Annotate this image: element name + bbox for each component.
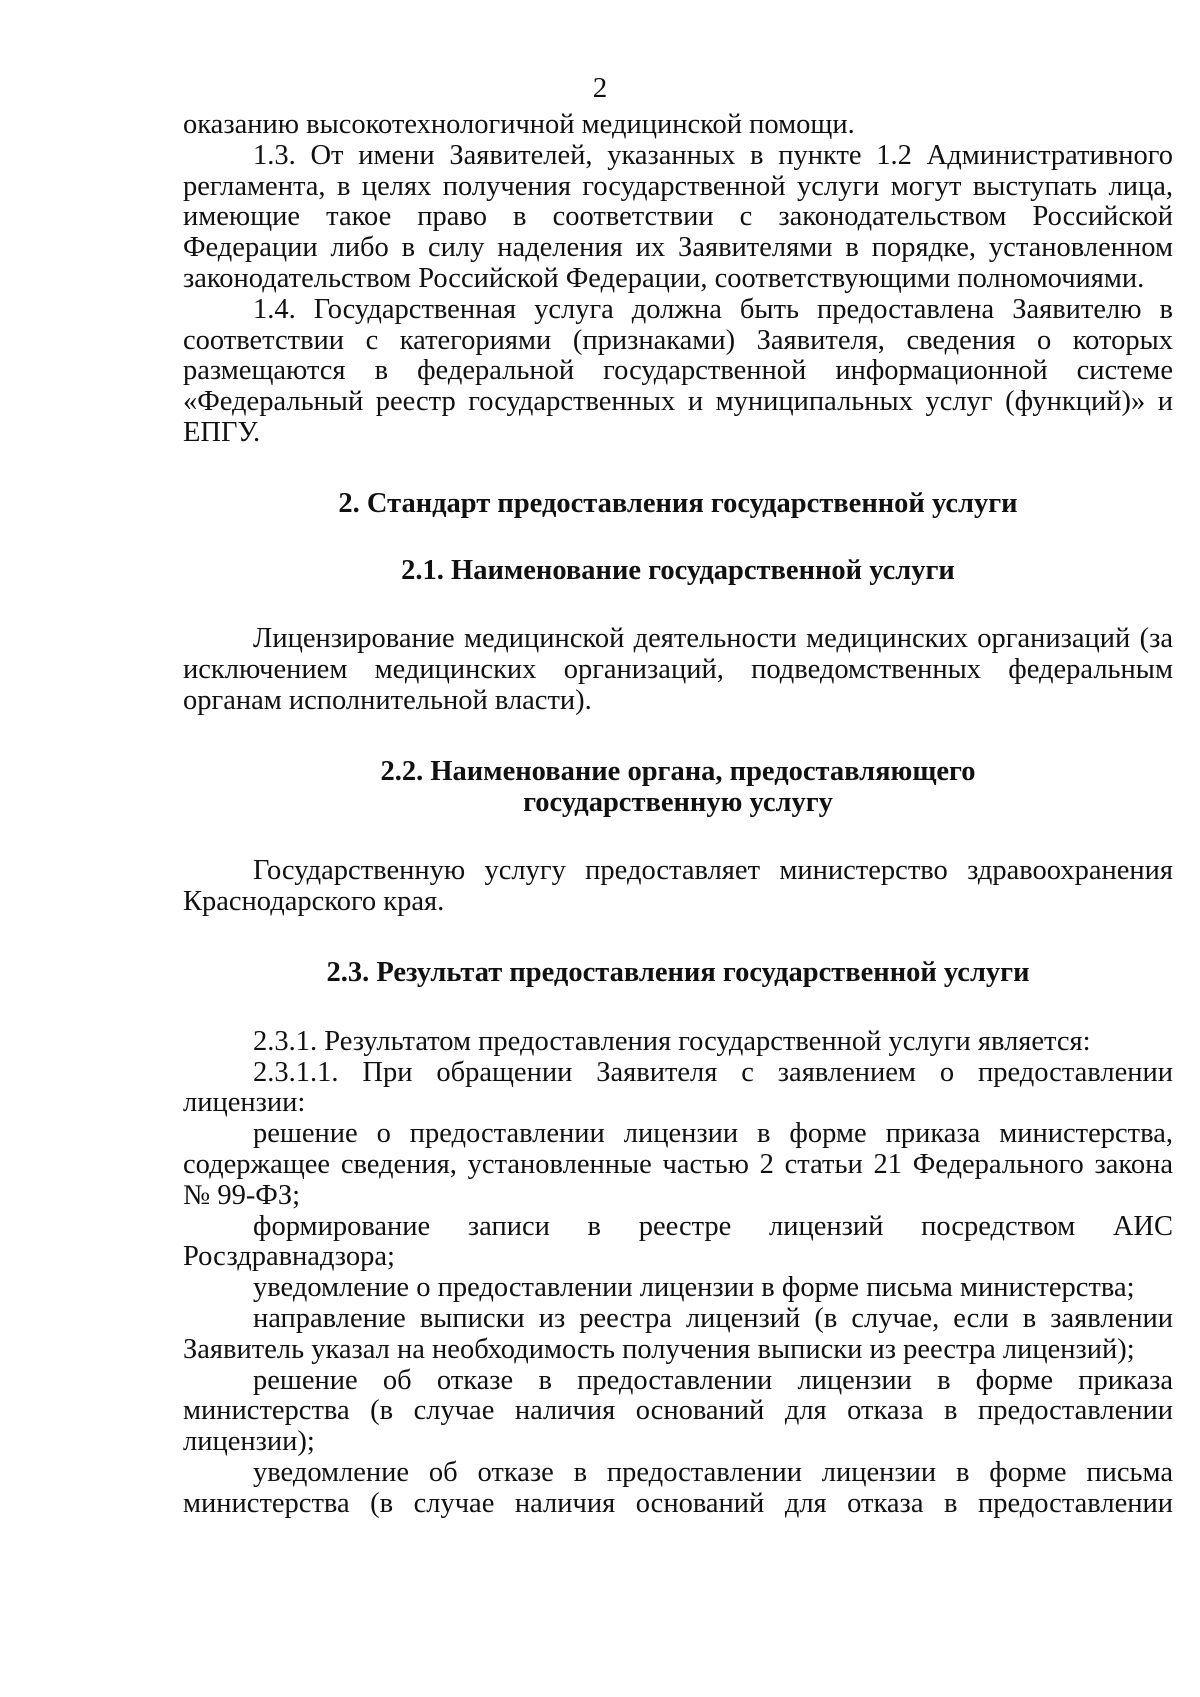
- paragraph-1-4: 1.4. Государственная услуга должна быть предоставлена Заявителю в соответствии с категориями (признаками) Заявителя, сведения о которых размещаются в федеральной государственной информационной системе «Федеральный реестр государственных и муниципальных услуг (функций)» и ЕПГУ.: [183, 293, 1173, 448]
- paragraph-2-3-1-1: 2.3.1.1. При обращении Заявителя с заявлением о предоставлении лицензии:: [183, 1056, 1173, 1119]
- list-item-result-4: направление выписки из реестра лицензий (в случае, если в заявлении Заявитель указал на необходимость получения выписки из реестра лицензий);: [183, 1302, 1173, 1365]
- section-heading-2-3: 2.3. Результат предоставления государственной услуги: [326, 956, 1030, 988]
- list-item-result-3: уведомление о предоставлении лицензии в форме письма министерства;: [253, 1272, 1135, 1304]
- section-heading-2-2-line-1: 2.2. Наименование органа, предоставляющего: [380, 755, 976, 787]
- paragraph-2-1: Лицензирование медицинской деятельности медицинских организаций (за исключением медицинских организаций, подведомственных федеральным органам исполнительной власти).: [183, 623, 1173, 716]
- paragraph-1-3: 1.3. От имени Заявителей, указанных в пункте 1.2 Административного регламента, в целях получения государственной услуги могут выступать лица, имеющие такое право в соответствии с законодательством Российской Федерации либо в силу наделения их Заявителями в порядке, установленном законодательством Российской Федерации, соответствующими полномочиями.: [183, 139, 1173, 294]
- section-heading-2: 2. Стандарт предоставления государственной услуги: [338, 487, 1018, 519]
- list-item-result-5: решение об отказе в предоставлении лицензии в форме приказа министерства (в случае наличия оснований для отказа в предоставлении лицензии);: [183, 1364, 1173, 1458]
- section-heading-2-2-line-2: государственную услугу: [523, 786, 833, 818]
- document-body: [183, 110, 1173, 1519]
- list-item-result-1: решение о предоставлении лицензии в форме приказа министерства, содержащее сведения, установленные частью 2 статьи 21 Федерального закона № 99-ФЗ;: [183, 1118, 1173, 1211]
- section-heading-2-1: 2.1. Наименование государственной услуги: [401, 554, 955, 586]
- page-number: 2: [592, 72, 608, 104]
- paragraph-2-2: Государственную услугу предоставляет министерство здравоохранения Краснодарского края.: [183, 855, 1173, 918]
- list-item-result-2: формирование записи в реестре лицензий посредством АИС Росздравнадзора;: [183, 1210, 1173, 1273]
- section-heading-2-2: [183, 757, 1173, 819]
- paragraph-intro-tail: оказанию высокотехнологичной медицинской помощи.: [183, 109, 855, 140]
- paragraph-2-3-1: 2.3.1. Результатом предоставления государственной услуги является:: [253, 1025, 1091, 1057]
- list-item-result-6: уведомление об отказе в предоставлении лицензии в форме письма министерства (в случае наличия оснований для отказа в предоставлении: [183, 1456, 1173, 1519]
